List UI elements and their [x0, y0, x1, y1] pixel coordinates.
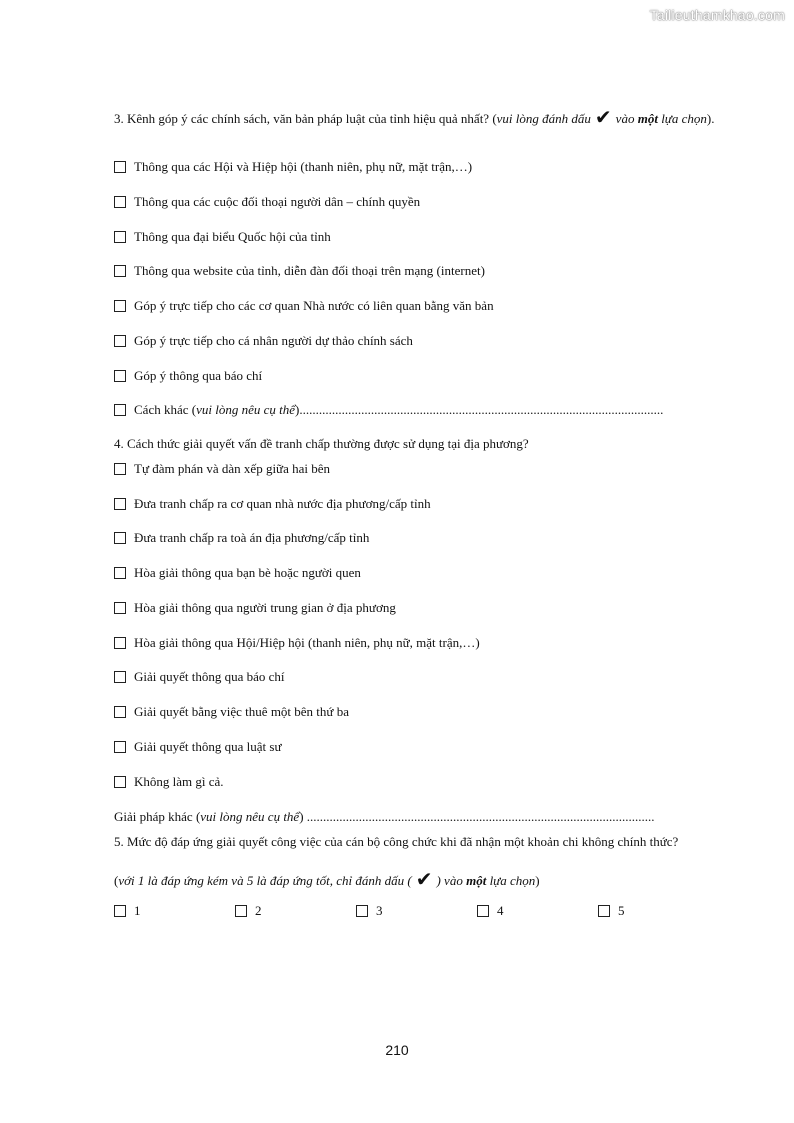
q4-option-label: Giải quyết bằng việc thuê một bên thứ ba [134, 704, 349, 719]
checkmark-icon: ✔ [594, 105, 612, 129]
checkbox[interactable] [114, 671, 126, 683]
checkbox[interactable] [114, 602, 126, 614]
checkbox[interactable] [114, 161, 126, 173]
checkbox[interactable] [114, 637, 126, 649]
q4-option-label: Không làm gì cả. [134, 774, 224, 789]
q4-other-label: Giải pháp khác ( [114, 809, 201, 824]
scale-option-3[interactable] [356, 901, 383, 921]
q3-option[interactable] [114, 192, 420, 212]
question-3 [114, 104, 724, 132]
checkbox[interactable] [114, 905, 126, 917]
checkbox[interactable] [477, 905, 489, 917]
q3-option[interactable] [114, 331, 413, 351]
q4-other-italic: vui lòng nêu cụ thể [200, 809, 300, 824]
q3-option-label: Thông qua đại biểu Quốc hội của tỉnh [134, 229, 331, 244]
q3-option-label: Góp ý trực tiếp cho các cơ quan Nhà nước có liên quan bằng văn bản [134, 298, 494, 313]
checkbox[interactable] [114, 335, 126, 347]
question-5-note [114, 867, 540, 891]
q5-note-open: ( [114, 873, 119, 888]
q5-note-italic: với 1 là đáp ứng kém và 5 là đáp ứng tốt, chỉ đánh dấu ( [118, 873, 412, 888]
scale-label: 5 [618, 903, 625, 918]
checkbox[interactable] [114, 196, 126, 208]
q3-option-label: Góp ý trực tiếp cho cá nhân người dự thảo chính sách [134, 333, 413, 348]
checkbox[interactable] [356, 905, 368, 917]
q3-option[interactable] [114, 227, 331, 247]
question-3-bold: một [637, 111, 658, 126]
q4-other-fill[interactable]: ) ........................................................................................................... [299, 809, 655, 824]
question-3-tail: ). [706, 111, 715, 126]
q3-option-label: Góp ý thông qua báo chí [134, 368, 263, 383]
q3-option[interactable] [114, 366, 262, 386]
checkbox[interactable] [114, 231, 126, 243]
checkbox[interactable] [114, 463, 126, 475]
checkbox[interactable] [114, 404, 126, 416]
question-3-text: 3. Kênh góp ý các chính sách, văn bản pháp luật của tỉnh hiệu quả nhất? ( [114, 111, 497, 126]
q4-option[interactable] [114, 494, 431, 514]
watermark: Tailieuthamkhao.com [649, 7, 785, 23]
q4-option[interactable] [114, 702, 349, 722]
q3-option[interactable] [114, 157, 472, 177]
checkbox[interactable] [235, 905, 247, 917]
checkbox[interactable] [114, 265, 126, 277]
question-4 [114, 431, 724, 457]
q4-option[interactable] [114, 528, 369, 548]
q4-option-label: Tự đàm phán và dàn xếp giữa hai bên [134, 461, 331, 476]
q4-option[interactable] [114, 598, 396, 618]
page-number: 210 [385, 1042, 409, 1058]
checkbox[interactable] [114, 741, 126, 753]
q4-option-label: Giải quyết thông qua báo chí [134, 669, 285, 684]
q5-note-bold: một [466, 873, 487, 888]
scale-option-5[interactable] [598, 901, 625, 921]
q4-option-label: Đưa tranh chấp ra toà án địa phương/cấp tỉnh [134, 530, 370, 545]
question-4-text: 4. Cách thức giải quyết vấn đề tranh chấp thường được sử dụng tại địa phương? [114, 436, 529, 451]
question-3-instruction-a: vui lòng đánh dấu [496, 111, 591, 126]
checkbox[interactable] [114, 567, 126, 579]
q4-option-label: Hòa giải thông qua bạn bè hoặc người quen [134, 565, 361, 580]
q5-note-close: ) [535, 873, 540, 888]
q3-other-label: Cách khác ( [134, 402, 197, 417]
q3-option-label: Thông qua các cuộc đối thoại người dân – chính quyền [134, 194, 421, 209]
question-3-instruction-c: lựa chọn [661, 111, 707, 126]
q4-option-label: Đưa tranh chấp ra cơ quan nhà nước địa phương/cấp tỉnh [134, 496, 431, 511]
q3-option-label: Thông qua website của tỉnh, diễn đàn đối thoại trên mạng (internet) [134, 263, 485, 278]
q4-option-label: Giải quyết thông qua luật sư [134, 739, 282, 754]
scale-label: 2 [255, 903, 262, 918]
scale-label: 4 [497, 903, 504, 918]
checkbox[interactable] [598, 905, 610, 917]
q5-note-end: lựa chọn [489, 873, 536, 888]
checkmark-icon: ✔ [415, 867, 433, 891]
question-3-instruction-b: vào [615, 111, 635, 126]
checkbox[interactable] [114, 706, 126, 718]
q4-option[interactable] [114, 737, 282, 757]
checkbox[interactable] [114, 370, 126, 382]
scale-label: 3 [376, 903, 383, 918]
q5-note-mid: ) vào [436, 873, 463, 888]
checkbox[interactable] [114, 498, 126, 510]
scale-option-4[interactable] [477, 901, 504, 921]
question-5 [114, 829, 724, 855]
checkbox[interactable] [114, 300, 126, 312]
checkbox[interactable] [114, 532, 126, 544]
q4-option-label: Hòa giải thông qua người trung gian ở địa phương [134, 600, 396, 615]
scale-label: 1 [134, 903, 141, 918]
q3-option-other[interactable] [114, 400, 663, 420]
q3-option[interactable] [114, 261, 485, 281]
question-5-text: 5. Mức độ đáp ứng giải quyết công việc của cán bộ công chức khi đã nhận một khoản chi không chính thức? [114, 834, 679, 849]
q4-option[interactable] [114, 667, 285, 687]
q3-other-fill[interactable]: )................................................................................................................ [295, 402, 664, 417]
q3-option-label: Thông qua các Hội và Hiệp hội (thanh niên, phụ nữ, mặt trận,…) [134, 159, 473, 174]
checkbox[interactable] [114, 776, 126, 788]
q4-other [114, 807, 655, 827]
q4-option-label: Hòa giải thông qua Hội/Hiệp hội (thanh niên, phụ nữ, mặt trận,…) [134, 635, 480, 650]
scale-option-2[interactable] [235, 901, 262, 921]
q4-option[interactable] [114, 459, 330, 479]
q4-option[interactable] [114, 563, 361, 583]
q3-option[interactable] [114, 296, 494, 316]
q4-option[interactable] [114, 633, 480, 653]
q3-other-italic: vui lòng nêu cụ thể [196, 402, 296, 417]
q4-option[interactable] [114, 772, 224, 792]
scale-option-1[interactable] [114, 901, 141, 921]
